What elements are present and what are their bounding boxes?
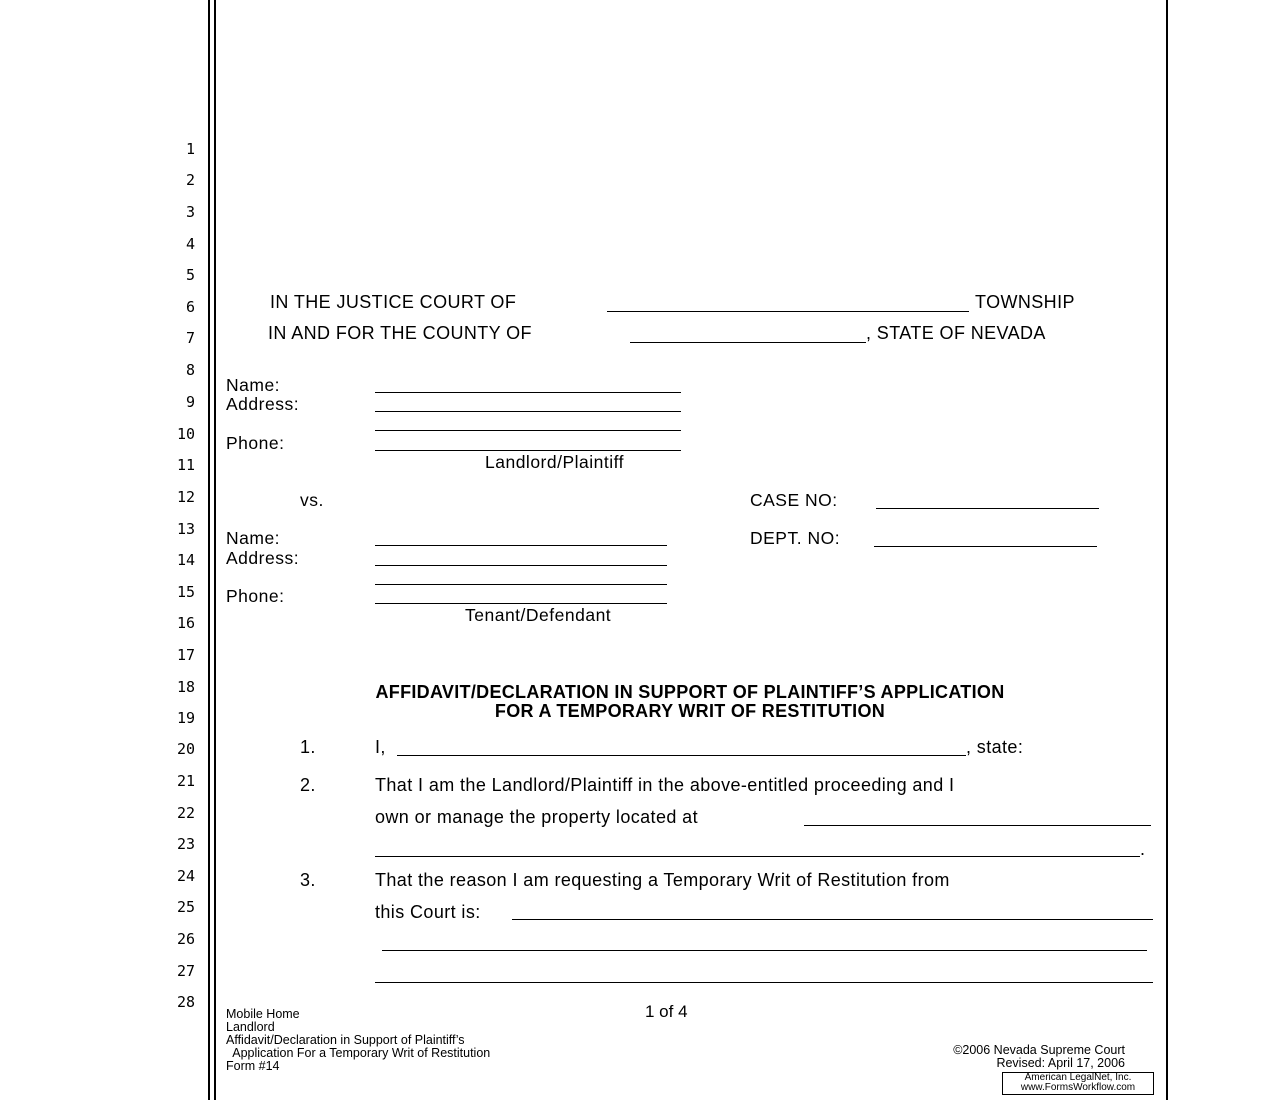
paragraph-3-line-1: That the reason I am requesting a Temporary Writ of Restitution from	[375, 870, 950, 890]
paragraph-1-number: 1.	[300, 737, 316, 757]
legalnet-stamp[interactable]	[1002, 1072, 1154, 1095]
paragraph-2-end: .	[1140, 839, 1146, 859]
defendant-name-blank[interactable]	[375, 545, 667, 546]
county-line-prefix: IN AND FOR THE COUNTY OF	[268, 323, 532, 343]
court-line-prefix: IN THE JUSTICE COURT OF	[270, 292, 517, 312]
line-number: 25	[176, 898, 195, 916]
footer-left	[226, 1008, 490, 1073]
line-number: 9	[185, 393, 195, 411]
line-number: 23	[176, 835, 195, 853]
footer-line-1: Mobile Home	[226, 1007, 300, 1021]
plaintiff-address-blank-1[interactable]	[375, 411, 681, 412]
line-number: 7	[185, 329, 195, 347]
paragraph-1-suffix: , state:	[966, 737, 1024, 757]
line-number: 20	[176, 740, 195, 758]
line-number: 15	[176, 583, 195, 601]
plaintiff-name-label: Name:	[226, 375, 281, 395]
paragraph-3-number: 3.	[300, 870, 316, 890]
line-number: 1	[185, 140, 195, 158]
footer-line-5: Form #14	[226, 1059, 280, 1073]
defendant-address-label: Address:	[226, 548, 300, 568]
line-number: 19	[176, 709, 195, 727]
line-number: 12	[176, 488, 195, 506]
line-number: 11	[176, 456, 195, 474]
line-number: 4	[185, 235, 195, 253]
stamp-line-2: www.FormsWorkflow.com	[1020, 1082, 1136, 1093]
line-number: 3	[185, 203, 195, 221]
defendant-address-blank-1[interactable]	[375, 565, 667, 566]
plaintiff-phone-label: Phone:	[226, 433, 285, 453]
line-number: 13	[176, 520, 195, 538]
county-line-suffix: , STATE OF NEVADA	[866, 323, 1046, 343]
plaintiff-address-label: Address:	[226, 394, 300, 414]
page-number: 1 of 4	[645, 1002, 688, 1021]
line-number: 5	[185, 266, 195, 284]
line-number: 28	[176, 993, 195, 1011]
revised-date: Revised: April 17, 2006	[996, 1056, 1125, 1070]
declarant-name-blank[interactable]	[397, 755, 966, 756]
case-no-blank[interactable]	[876, 508, 1099, 509]
line-number: 27	[176, 962, 195, 980]
dept-no-blank[interactable]	[874, 546, 1097, 547]
line-number: 16	[176, 614, 195, 632]
line-number: 2	[185, 171, 195, 189]
footer-line-3: Affidavit/Declaration in Support of Plaintiff’s	[226, 1033, 465, 1047]
versus: vs.	[300, 490, 324, 510]
plaintiff-role: Landlord/Plaintiff	[485, 452, 625, 472]
reason-blank-2[interactable]	[382, 950, 1147, 951]
left-margin-rule-inner	[214, 0, 216, 1100]
county-blank[interactable]	[630, 342, 866, 343]
line-number: 8	[185, 361, 195, 379]
paragraph-1-prefix: I,	[375, 737, 386, 757]
paragraph-2-number: 2.	[300, 775, 316, 795]
paragraph-2-line-1: That I am the Landlord/Plaintiff in the above-entitled proceeding and I	[375, 775, 955, 795]
defendant-name-label: Name:	[226, 528, 281, 548]
defendant-phone-blank[interactable]	[375, 603, 667, 604]
case-no-label: CASE NO:	[750, 490, 838, 510]
copyright: ©2006 Nevada Supreme Court	[953, 1043, 1125, 1057]
line-number: 24	[176, 867, 195, 885]
stamp-line-1: American LegalNet, Inc.	[1024, 1072, 1132, 1083]
line-number: 10	[176, 425, 195, 443]
right-margin-rule	[1166, 0, 1168, 1100]
paragraph-2-line-2: own or manage the property located at	[375, 807, 698, 827]
line-number: 14	[176, 551, 195, 569]
reason-blank-1[interactable]	[512, 919, 1153, 920]
plaintiff-phone-blank[interactable]	[375, 450, 681, 451]
plaintiff-address-blank-2[interactable]	[375, 430, 681, 431]
document-title-line-1: AFFIDAVIT/DECLARATION IN SUPPORT OF PLAINTIFF’S APPLICATION	[375, 682, 1005, 702]
plaintiff-name-blank[interactable]	[375, 392, 681, 393]
line-number: 26	[176, 930, 195, 948]
defendant-address-blank-2[interactable]	[375, 584, 667, 585]
document-title-line-2: FOR A TEMPORARY WRIT OF RESTITUTION	[494, 701, 886, 721]
court-line-suffix: TOWNSHIP	[975, 292, 1075, 312]
footer-line-4: Application For a Temporary Writ of Restitution	[226, 1046, 491, 1060]
defendant-role: Tenant/Defendant	[465, 605, 612, 625]
defendant-phone-label: Phone:	[226, 586, 285, 606]
footer-line-2: Landlord	[226, 1020, 275, 1034]
property-address-blank-2[interactable]	[375, 856, 1140, 857]
court-line	[270, 292, 516, 313]
township-blank[interactable]	[607, 311, 969, 312]
left-margin-rule-outer	[208, 0, 210, 1100]
line-number: 21	[176, 772, 195, 790]
line-number: 6	[185, 298, 195, 316]
line-number: 18	[176, 678, 195, 696]
reason-blank-3[interactable]	[375, 982, 1153, 983]
line-number: 22	[176, 804, 195, 822]
dept-no-label: DEPT. NO:	[750, 528, 841, 548]
property-address-blank-1[interactable]	[804, 825, 1151, 826]
paragraph-3-line-2: this Court is:	[375, 902, 481, 922]
line-number: 17	[176, 646, 195, 664]
